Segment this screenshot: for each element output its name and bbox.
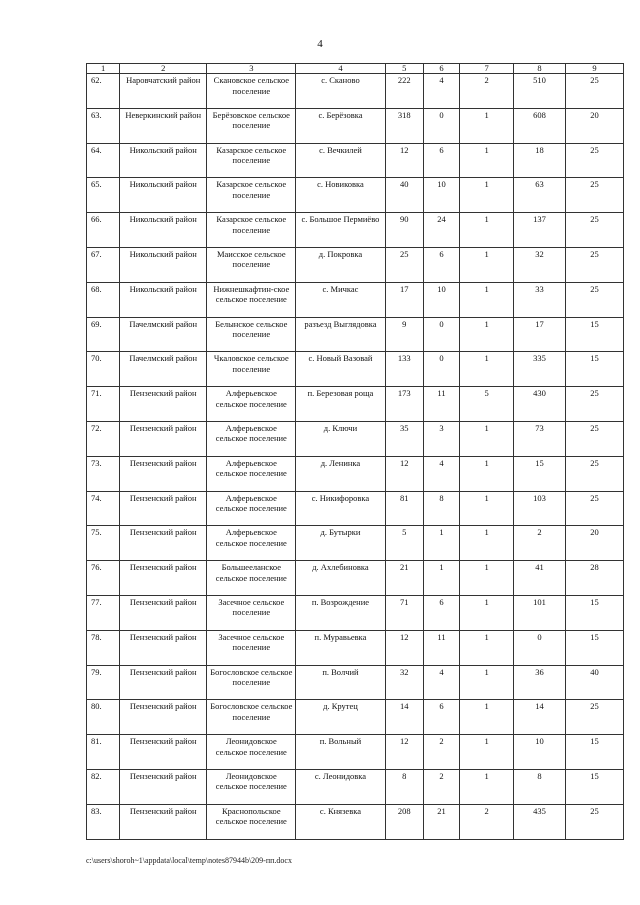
cell-settlement: Казарское сельское поселение — [207, 143, 296, 178]
cell-number: 70. — [87, 352, 120, 387]
header-cell-col5: 5 — [385, 64, 423, 74]
cell-locality: д. Ключи — [296, 421, 385, 456]
cell-col6: 4 — [423, 665, 459, 700]
cell-locality: с. Мичкас — [296, 282, 385, 317]
cell-district: Пензенский район — [120, 595, 207, 630]
cell-locality: с. Князевка — [296, 804, 385, 839]
cell-col7: 1 — [460, 178, 514, 213]
cell-col9: 15 — [565, 352, 623, 387]
cell-settlement: Большееланское сельское поселение — [207, 561, 296, 596]
cell-col7: 1 — [460, 108, 514, 143]
cell-col9: 25 — [565, 74, 623, 109]
cell-settlement: Алферьевское сельское поселение — [207, 421, 296, 456]
cell-number: 74. — [87, 491, 120, 526]
cell-col7: 2 — [460, 804, 514, 839]
cell-col9: 15 — [565, 630, 623, 665]
cell-number: 82. — [87, 769, 120, 804]
cell-col7: 1 — [460, 456, 514, 491]
cell-settlement: Белынское сельское поселение — [207, 317, 296, 352]
cell-col5: 81 — [385, 491, 423, 526]
cell-district: Пензенский район — [120, 561, 207, 596]
cell-district: Никольский район — [120, 143, 207, 178]
cell-col6: 11 — [423, 630, 459, 665]
header-cell-district: 2 — [120, 64, 207, 74]
cell-col8: 14 — [514, 700, 566, 735]
header-cell-settlement: 3 — [207, 64, 296, 74]
header-cell-number: 1 — [87, 64, 120, 74]
table-row — [87, 143, 624, 178]
cell-col6: 10 — [423, 178, 459, 213]
cell-col9: 15 — [565, 769, 623, 804]
cell-col7: 1 — [460, 735, 514, 770]
table-row — [87, 387, 624, 422]
cell-district: Пензенский район — [120, 735, 207, 770]
cell-col8: 73 — [514, 421, 566, 456]
cell-col5: 9 — [385, 317, 423, 352]
cell-district: Никольский район — [120, 247, 207, 282]
cell-district: Никольский район — [120, 213, 207, 248]
cell-number: 62. — [87, 74, 120, 109]
cell-col9: 25 — [565, 178, 623, 213]
cell-col8: 2 — [514, 526, 566, 561]
cell-settlement: Маисское сельское поселение — [207, 247, 296, 282]
cell-settlement: Казарское сельское поселение — [207, 213, 296, 248]
table-row — [87, 74, 624, 109]
cell-col5: 17 — [385, 282, 423, 317]
cell-locality: п. Волчий — [296, 665, 385, 700]
cell-col6: 1 — [423, 561, 459, 596]
table-row — [87, 282, 624, 317]
cell-settlement: Алферьевское сельское поселение — [207, 456, 296, 491]
cell-number: 80. — [87, 700, 120, 735]
cell-col8: 32 — [514, 247, 566, 282]
table-row — [87, 735, 624, 770]
cell-col8: 0 — [514, 630, 566, 665]
cell-locality: д. Ленинка — [296, 456, 385, 491]
cell-col6: 2 — [423, 735, 459, 770]
cell-district: Пачелмский район — [120, 317, 207, 352]
header-cell-col7: 7 — [460, 64, 514, 74]
cell-district: Никольский район — [120, 178, 207, 213]
cell-col7: 1 — [460, 143, 514, 178]
cell-col9: 25 — [565, 143, 623, 178]
cell-col5: 133 — [385, 352, 423, 387]
cell-col5: 21 — [385, 561, 423, 596]
cell-number: 73. — [87, 456, 120, 491]
cell-settlement: Леонидовское сельское поселение — [207, 735, 296, 770]
cell-col7: 1 — [460, 491, 514, 526]
cell-number: 64. — [87, 143, 120, 178]
cell-settlement: Скановское сельское поселение — [207, 74, 296, 109]
cell-locality: д. Крутец — [296, 700, 385, 735]
cell-district: Пензенский район — [120, 630, 207, 665]
cell-district: Пензенский район — [120, 769, 207, 804]
cell-col7: 5 — [460, 387, 514, 422]
table-row — [87, 213, 624, 248]
cell-col5: 35 — [385, 421, 423, 456]
table-header — [87, 64, 624, 74]
cell-col7: 1 — [460, 700, 514, 735]
cell-col9: 25 — [565, 421, 623, 456]
cell-number: 75. — [87, 526, 120, 561]
cell-col7: 1 — [460, 630, 514, 665]
cell-col6: 0 — [423, 108, 459, 143]
cell-number: 72. — [87, 421, 120, 456]
cell-district: Пачелмский район — [120, 352, 207, 387]
table-row — [87, 247, 624, 282]
table-row — [87, 108, 624, 143]
cell-col6: 6 — [423, 700, 459, 735]
cell-number: 81. — [87, 735, 120, 770]
cell-col5: 318 — [385, 108, 423, 143]
cell-settlement: Алферьевское сельское поселение — [207, 491, 296, 526]
cell-settlement: Засечное сельское поселение — [207, 630, 296, 665]
cell-col8: 63 — [514, 178, 566, 213]
table-row — [87, 665, 624, 700]
cell-col7: 1 — [460, 213, 514, 248]
cell-district: Пензенский район — [120, 526, 207, 561]
cell-district: Пензенский район — [120, 491, 207, 526]
cell-col9: 40 — [565, 665, 623, 700]
cell-col8: 17 — [514, 317, 566, 352]
table-row — [87, 352, 624, 387]
cell-locality: с. Вечкилей — [296, 143, 385, 178]
cell-settlement: Богословское сельское поселение — [207, 700, 296, 735]
cell-col7: 1 — [460, 247, 514, 282]
cell-locality: п. Возрождение — [296, 595, 385, 630]
cell-col7: 1 — [460, 421, 514, 456]
cell-number: 68. — [87, 282, 120, 317]
cell-col8: 18 — [514, 143, 566, 178]
cell-col5: 71 — [385, 595, 423, 630]
cell-col5: 14 — [385, 700, 423, 735]
cell-col5: 173 — [385, 387, 423, 422]
cell-col8: 15 — [514, 456, 566, 491]
cell-col7: 1 — [460, 665, 514, 700]
cell-number: 71. — [87, 387, 120, 422]
cell-col9: 15 — [565, 735, 623, 770]
cell-col9: 20 — [565, 526, 623, 561]
cell-locality: с. Леонидовка — [296, 769, 385, 804]
cell-col5: 12 — [385, 143, 423, 178]
cell-col8: 36 — [514, 665, 566, 700]
table-row — [87, 769, 624, 804]
cell-col5: 208 — [385, 804, 423, 839]
cell-col6: 4 — [423, 74, 459, 109]
cell-col8: 101 — [514, 595, 566, 630]
cell-col9: 25 — [565, 804, 623, 839]
cell-number: 83. — [87, 804, 120, 839]
cell-col8: 103 — [514, 491, 566, 526]
header-cell-col6: 6 — [423, 64, 459, 74]
cell-col9: 25 — [565, 282, 623, 317]
header-row — [87, 64, 624, 74]
table-row — [87, 317, 624, 352]
cell-number: 78. — [87, 630, 120, 665]
cell-locality: д. Бутырки — [296, 526, 385, 561]
cell-col7: 1 — [460, 769, 514, 804]
cell-locality: с. Никифоровка — [296, 491, 385, 526]
cell-col5: 12 — [385, 630, 423, 665]
table-row — [87, 630, 624, 665]
table-row — [87, 561, 624, 596]
cell-district: Пензенский район — [120, 804, 207, 839]
cell-settlement: Берёзовское сельское поселение — [207, 108, 296, 143]
cell-col9: 25 — [565, 491, 623, 526]
table-body — [87, 74, 624, 840]
cell-settlement: Леонидовское сельское поселение — [207, 769, 296, 804]
header-cell-col9: 9 — [565, 64, 623, 74]
cell-col5: 12 — [385, 456, 423, 491]
cell-col6: 2 — [423, 769, 459, 804]
cell-col8: 10 — [514, 735, 566, 770]
cell-settlement: Богословское сельское поселение — [207, 665, 296, 700]
cell-col9: 25 — [565, 700, 623, 735]
cell-locality: п. Березовая роща — [296, 387, 385, 422]
cell-settlement: Казарское сельское поселение — [207, 178, 296, 213]
cell-number: 76. — [87, 561, 120, 596]
cell-col8: 430 — [514, 387, 566, 422]
cell-col6: 6 — [423, 247, 459, 282]
cell-col7: 1 — [460, 526, 514, 561]
cell-settlement: Алферьевское сельское поселение — [207, 526, 296, 561]
cell-col7: 1 — [460, 595, 514, 630]
cell-number: 65. — [87, 178, 120, 213]
cell-col5: 5 — [385, 526, 423, 561]
cell-col6: 11 — [423, 387, 459, 422]
cell-district: Неверкинский район — [120, 108, 207, 143]
cell-col6: 21 — [423, 804, 459, 839]
cell-locality: д. Покровка — [296, 247, 385, 282]
cell-col8: 435 — [514, 804, 566, 839]
cell-col9: 25 — [565, 213, 623, 248]
cell-col8: 335 — [514, 352, 566, 387]
cell-district: Пензенский район — [120, 665, 207, 700]
footer-file-path: c:\users\shoroh~1\appdata\local\temp\notes87944b\209-пп.docx — [86, 856, 292, 865]
cell-district: Пензенский район — [120, 456, 207, 491]
cell-col5: 8 — [385, 769, 423, 804]
cell-locality: с. Большое Пермиёво — [296, 213, 385, 248]
cell-locality: разъезд Выглядовка — [296, 317, 385, 352]
cell-number: 69. — [87, 317, 120, 352]
cell-col6: 0 — [423, 352, 459, 387]
cell-col5: 12 — [385, 735, 423, 770]
cell-col9: 15 — [565, 317, 623, 352]
cell-settlement: Чкаловское сельское поселение — [207, 352, 296, 387]
cell-number: 79. — [87, 665, 120, 700]
cell-district: Пензенский район — [120, 700, 207, 735]
table-row — [87, 178, 624, 213]
cell-col5: 222 — [385, 74, 423, 109]
cell-locality: с. Новиковка — [296, 178, 385, 213]
cell-col9: 25 — [565, 247, 623, 282]
cell-col6: 8 — [423, 491, 459, 526]
cell-col8: 41 — [514, 561, 566, 596]
table-row — [87, 421, 624, 456]
cell-locality: с. Новый Вазовай — [296, 352, 385, 387]
cell-col6: 6 — [423, 595, 459, 630]
cell-number: 66. — [87, 213, 120, 248]
table-row — [87, 491, 624, 526]
cell-col9: 20 — [565, 108, 623, 143]
cell-locality: с. Берёзовка — [296, 108, 385, 143]
cell-col7: 1 — [460, 282, 514, 317]
cell-col5: 32 — [385, 665, 423, 700]
header-cell-col8: 8 — [514, 64, 566, 74]
cell-col9: 15 — [565, 595, 623, 630]
cell-settlement: Алферьевское сельское поселение — [207, 387, 296, 422]
cell-col6: 4 — [423, 456, 459, 491]
cell-col8: 510 — [514, 74, 566, 109]
cell-locality: д. Ахлебиновка — [296, 561, 385, 596]
data-table — [86, 63, 624, 840]
cell-number: 67. — [87, 247, 120, 282]
table-row — [87, 700, 624, 735]
page-number: 4 — [317, 38, 323, 50]
cell-locality: с. Сканово — [296, 74, 385, 109]
cell-col7: 2 — [460, 74, 514, 109]
cell-col8: 608 — [514, 108, 566, 143]
cell-col8: 33 — [514, 282, 566, 317]
cell-locality: п. Муравьевка — [296, 630, 385, 665]
cell-col6: 0 — [423, 317, 459, 352]
cell-settlement: Засечное сельское поселение — [207, 595, 296, 630]
cell-col7: 1 — [460, 352, 514, 387]
cell-col6: 1 — [423, 526, 459, 561]
table-row — [87, 456, 624, 491]
cell-col9: 25 — [565, 456, 623, 491]
cell-number: 77. — [87, 595, 120, 630]
cell-settlement: Краснопольское сельское поселение — [207, 804, 296, 839]
cell-col6: 3 — [423, 421, 459, 456]
cell-col9: 28 — [565, 561, 623, 596]
cell-col8: 137 — [514, 213, 566, 248]
cell-col5: 25 — [385, 247, 423, 282]
cell-locality: п. Вольный — [296, 735, 385, 770]
table-row — [87, 804, 624, 839]
cell-col5: 90 — [385, 213, 423, 248]
cell-col8: 8 — [514, 769, 566, 804]
cell-settlement: Нижнешкафтин-ское сельское поселение — [207, 282, 296, 317]
cell-district: Пензенский район — [120, 421, 207, 456]
cell-col5: 40 — [385, 178, 423, 213]
cell-district: Наровчатский район — [120, 74, 207, 109]
cell-col7: 1 — [460, 317, 514, 352]
cell-col6: 24 — [423, 213, 459, 248]
cell-district: Пензенский район — [120, 387, 207, 422]
cell-district: Никольский район — [120, 282, 207, 317]
cell-col6: 10 — [423, 282, 459, 317]
header-cell-locality: 4 — [296, 64, 385, 74]
cell-col9: 25 — [565, 387, 623, 422]
cell-col7: 1 — [460, 561, 514, 596]
cell-number: 63. — [87, 108, 120, 143]
cell-col6: 6 — [423, 143, 459, 178]
table-row — [87, 595, 624, 630]
table-row — [87, 526, 624, 561]
